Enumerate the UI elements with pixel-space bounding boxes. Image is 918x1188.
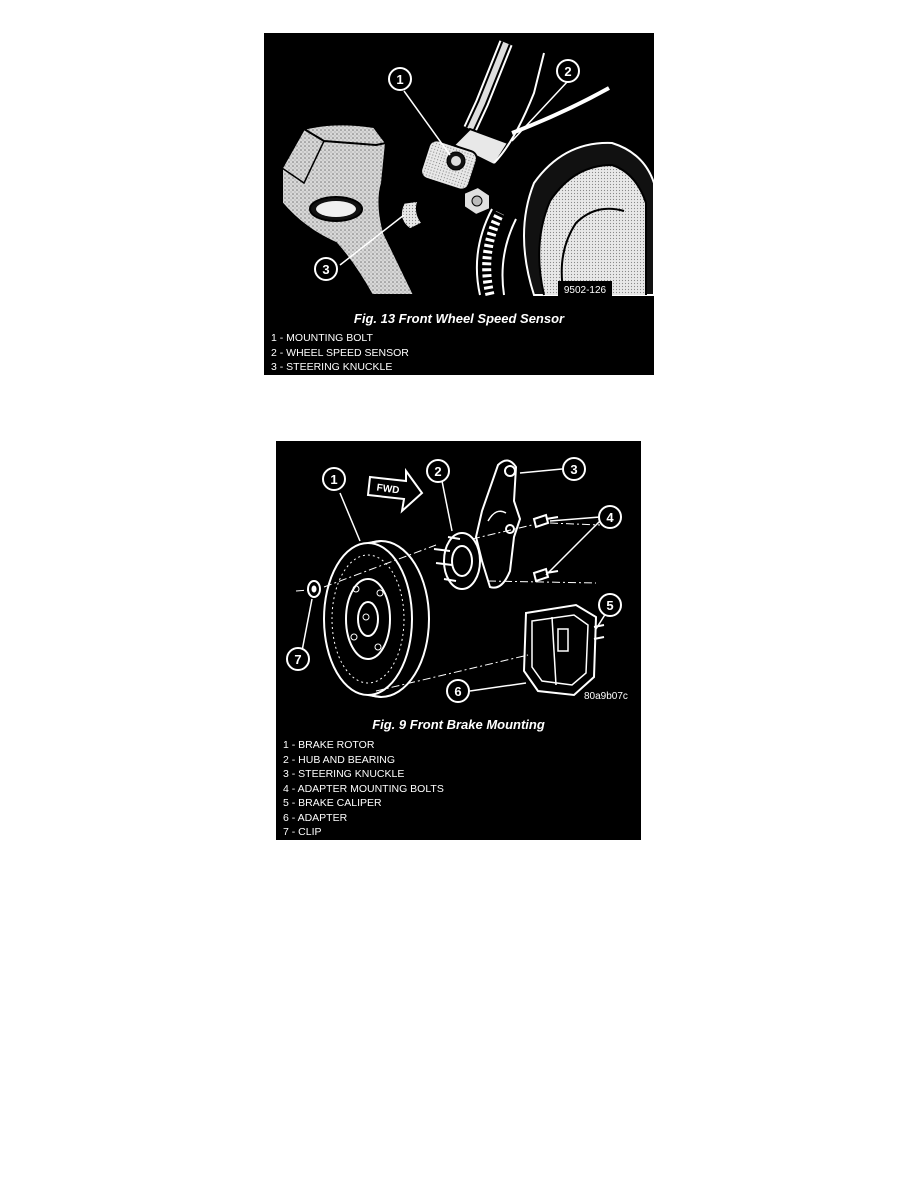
brake-rotor-drawing <box>324 541 429 697</box>
steering-knuckle-drawing <box>282 124 422 295</box>
adapter-bolts-drawing <box>534 515 558 581</box>
callout-2 <box>557 60 579 82</box>
callout-3 <box>315 258 337 280</box>
svg-text:1: 1 <box>330 472 338 487</box>
steering-knuckle-drawing <box>476 460 520 587</box>
callout-1 <box>389 68 411 90</box>
legend-item: 1 - BRAKE ROTOR <box>283 739 375 751</box>
callout-6 <box>447 680 469 702</box>
legend-item: 6 - ADAPTER <box>283 811 348 824</box>
callout-3 <box>563 458 585 480</box>
svg-text:3: 3 <box>570 462 578 477</box>
wheel-speed-sensor-illustration <box>264 33 654 303</box>
legend-item: 4 - ADAPTER MOUNTING BOLTS <box>283 782 444 795</box>
svg-text:2: 2 <box>564 64 572 79</box>
legend-item: 5 - BRAKE CALIPER <box>283 797 382 809</box>
svg-text:3: 3 <box>322 262 330 277</box>
image-code-label: 80a9b07c <box>584 691 628 702</box>
figure-front-brake-mounting <box>276 441 641 840</box>
svg-text:9502-126: 9502-126 <box>563 285 607 296</box>
svg-text:6: 6 <box>454 684 462 699</box>
svg-text:FWD: FWD <box>375 482 400 497</box>
legend-item: 1 - MOUNTING BOLT <box>271 332 373 344</box>
figure-caption: Fig. 9 Front Brake Mounting <box>372 717 545 732</box>
hub-bearing-drawing <box>434 533 480 589</box>
legend-item: 2 - HUB AND BEARING <box>283 753 396 766</box>
figure-legend <box>283 738 444 840</box>
image-code-label <box>558 281 612 297</box>
legend-item: 3 - STEERING KNUCKLE <box>271 361 393 373</box>
figure-caption: Fig. 13 Front Wheel Speed Sensor <box>353 311 565 326</box>
legend-item: 2 - WHEEL SPEED SENSOR <box>271 346 409 359</box>
legend-item: 3 - STEERING KNUCKLE <box>283 768 405 780</box>
svg-text:5: 5 <box>606 598 614 613</box>
callout-7 <box>287 648 309 670</box>
hub-drawing <box>477 143 654 295</box>
callout-4 <box>599 506 621 528</box>
callout-2 <box>427 460 449 482</box>
svg-text:7: 7 <box>294 652 302 667</box>
callout-5 <box>599 594 621 616</box>
svg-text:4: 4 <box>606 510 614 525</box>
front-brake-mounting-illustration <box>276 441 641 711</box>
figure-front-wheel-speed-sensor <box>264 33 654 375</box>
brake-caliper-drawing <box>524 605 604 695</box>
forward-arrow-icon <box>368 471 422 511</box>
callout-1 <box>323 468 345 490</box>
legend-item: 7 - CLIP <box>283 826 322 838</box>
svg-text:2: 2 <box>434 464 442 479</box>
clip-drawing <box>308 581 320 597</box>
svg-text:1: 1 <box>396 72 404 87</box>
figure-legend <box>271 331 409 375</box>
